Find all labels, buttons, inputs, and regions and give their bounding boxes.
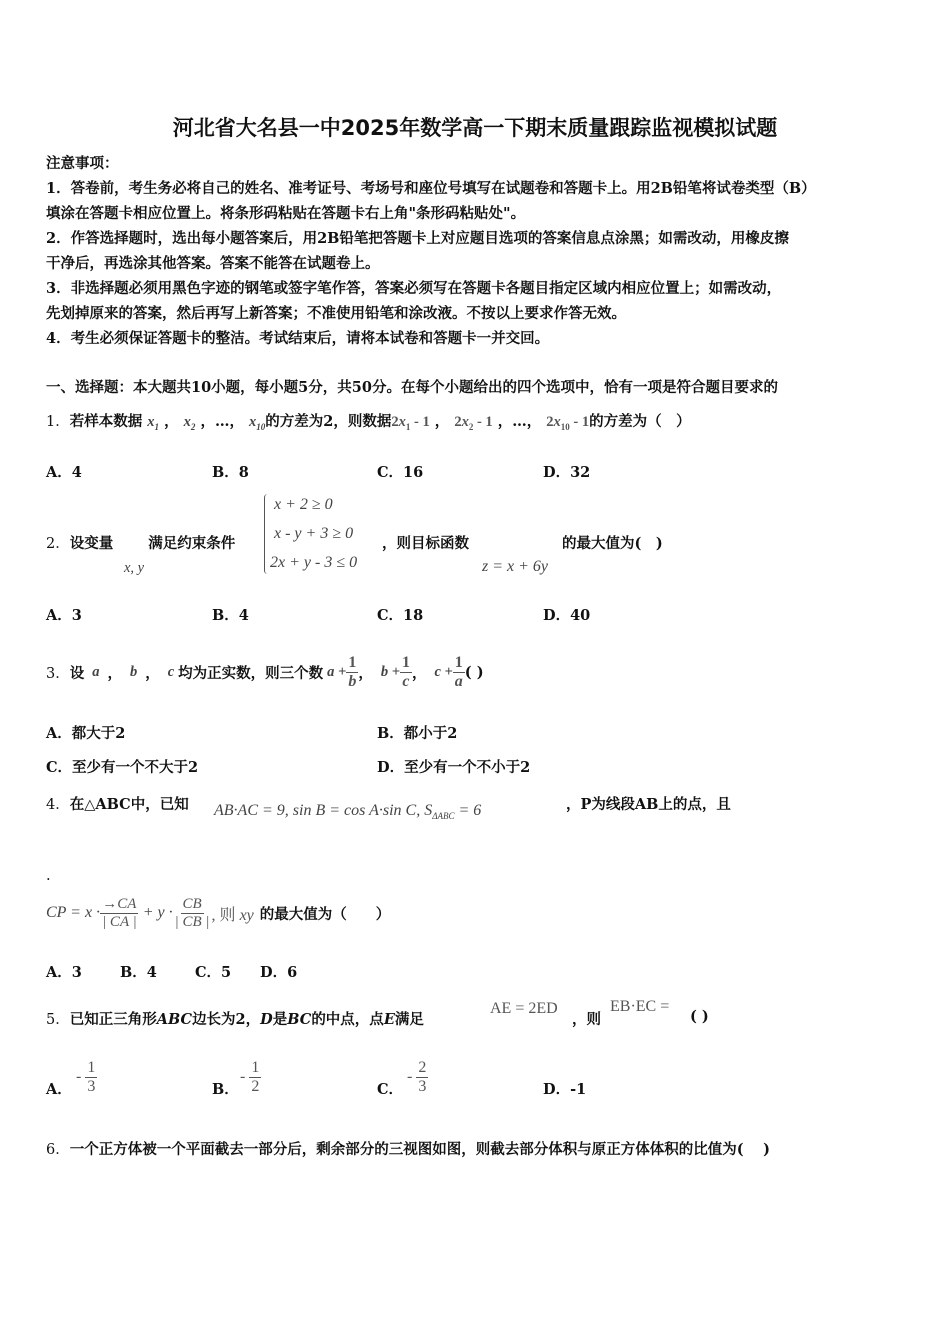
formula-objective: z = x + 6y [482, 558, 549, 575]
formula-q4-conditions: AB·AC = 9, sin B = cos A·sin C, $S_{\Delta ABC} = 6$ [214, 802, 482, 822]
question-text: 边长为2， [192, 1011, 261, 1028]
notice-line: 干净后，再选涂其他答案。答案不能答在试题卷上。 [46, 255, 380, 272]
question-text: 的中点，点 [311, 1011, 384, 1028]
constraint-3: 2x + y - 3 ≤ 0 [270, 554, 358, 571]
formula-b-plus-1-over-c: b + [380, 663, 400, 680]
question-text: ，则 [572, 1011, 601, 1028]
question-4 [46, 793, 189, 814]
question-text: 一个正方体被一个平面截去一部分后，剩余部分的三视图如图，则截去部分体积与原正方体体积的比值为( ) [69, 1141, 770, 1158]
option-c[interactable]: C．至少有一个不大于2 [46, 759, 199, 776]
option-d[interactable]: D．至少有一个不小于2 [377, 759, 531, 776]
section-heading: 一、选择题：本大题共10小题，每小题5分，共50分。在每个小题给出的四个选项中，恰有一项是符合题目要求的 [46, 379, 778, 396]
formula-c-plus-1-over-a: c + [434, 663, 453, 680]
question-text: 均为正实数，则三个数 [178, 664, 324, 682]
question-number: 1． [46, 414, 70, 430]
fraction: $\frac{1}{3}$ [87, 1058, 96, 1095]
constraint-2: x - y + 3 ≥ 0 [274, 525, 354, 542]
formula-vars: x, y [124, 560, 145, 576]
fraction: $\frac{\to CA}{| CA |}$ [102, 896, 137, 930]
formula-x10: $x_{10}$ [249, 414, 266, 432]
formula-x2: $x_2$ [183, 414, 196, 432]
option-b[interactable]: B． [212, 1081, 239, 1098]
fraction: $\frac{1}{a}$ [454, 653, 463, 690]
formula-a-plus-1-over-b: a + [327, 663, 347, 680]
fraction: $\frac{CB}{| CB |}$ [174, 896, 210, 930]
label-bc: BC [287, 1011, 312, 1028]
question-text: 的方差为（ ） [589, 413, 691, 430]
option-a[interactable]: A．4 [46, 464, 82, 481]
notice-heading: 注意事项： [46, 155, 119, 172]
label-abc: ABC [156, 1011, 193, 1028]
question-text: ( ) [464, 663, 484, 681]
option-c[interactable]: C．16 [377, 464, 424, 481]
notice-line: 4．考生必须保证答题卡的整洁。考试结束后，请将本试卷和答题卡一并交回。 [46, 330, 550, 347]
option-b[interactable]: B．都小于2 [377, 725, 458, 742]
option-b[interactable]: B．4 [120, 964, 157, 981]
option-b[interactable]: B．4 [212, 607, 249, 624]
question-text: 设 [69, 664, 85, 682]
notice-line: 先划掉原来的答案，然后再写上新答案；不准使用铅笔和涂改液。不按以上要求作答无效。 [46, 305, 626, 322]
option-d[interactable]: D．32 [543, 464, 591, 481]
question-text: 满足 [394, 1011, 424, 1028]
question-text: 的方差为2，则数据 [265, 413, 392, 430]
question-6 [46, 1138, 770, 1159]
notice-line: 1．答卷前，考生务必将自己的姓名、准考证号、考场号和座位号填写在试题卷和答题卡上。用2B铅笔将试卷类型（B） [46, 180, 816, 197]
option-c[interactable]: C．18 [377, 607, 424, 624]
notice-line: 填涂在答题卡相应位置上。将条形码粘贴在答题卡右上角"条形码粘贴处"。 [46, 205, 526, 222]
question-text: 的最大值为（ ） [259, 905, 391, 923]
notice-line: 2．作答选择题时，选出每小题答案后，用2B铅笔把答题卡上对应题目选项的答案信息点涂黑；如需改动，用橡皮擦 [46, 230, 789, 247]
option-a[interactable]: A．3 [46, 607, 82, 624]
option-b[interactable]: B．8 [212, 464, 249, 481]
formula-b: b [129, 663, 138, 680]
question-5 [46, 1008, 424, 1029]
question-number: 5． [46, 1012, 70, 1028]
dot: . [46, 868, 51, 884]
fraction: $\frac{1}{c}$ [401, 653, 410, 690]
formula-ae-2ed: AE = 2ED [490, 1000, 558, 1017]
question-text: ( ) [690, 1008, 709, 1025]
formula-2x1: $2x_1 - 1$ [391, 414, 430, 432]
formula-q4-cp: CP = x · $\frac{\to CA}{| CA |}$ + y · $\frac{CB}{| CB |}$ , 则 xy 的最大值为（ ） [46, 896, 391, 930]
label-d: D [260, 1011, 273, 1028]
notice-line: 3．非选择题必须用黑色字迹的钢笔或签字笔作答，答案必须写在答题卡各题目指定区域内相应位置上；如需改动， [46, 280, 782, 297]
question-text: 设变量 [69, 535, 114, 552]
option-b-value: - $\frac{1}{2}$ [240, 1058, 260, 1095]
question-number: 6． [46, 1142, 70, 1158]
fraction: $\frac{2}{3}$ [418, 1058, 427, 1095]
option-c[interactable]: C． [377, 1081, 404, 1098]
question-number: 4． [46, 797, 70, 813]
question-text: 的最大值为( ) [562, 535, 663, 552]
question-text: ，则目标函数 [382, 535, 469, 552]
option-a-value: - $\frac{1}{3}$ [76, 1058, 96, 1095]
formula-x1: $x_1$ [147, 414, 160, 432]
option-a[interactable]: A．3 [46, 964, 82, 981]
page-title: 河北省大名县一中2025年数学高一下期末质量跟踪监视模拟试题 [172, 116, 778, 140]
question-text: 在△ABC中，已知 [69, 796, 189, 813]
formula-eb-ec: EB·EC = [610, 998, 670, 1015]
constraint-1: x + 2 ≥ 0 [274, 496, 333, 513]
question-text: 已知正三角形 [69, 1011, 157, 1028]
question-number: 2． [46, 536, 70, 552]
question-text: 满足约束条件 [148, 535, 236, 552]
option-d[interactable]: D．40 [543, 607, 591, 624]
fraction: $\frac{1}{2}$ [251, 1058, 260, 1095]
question-number: 3． [46, 665, 70, 682]
option-a[interactable]: A． [46, 1081, 72, 1098]
option-c-value: - $\frac{2}{3}$ [407, 1058, 427, 1095]
formula-2x10: $2x_{10} - 1$ [546, 414, 590, 432]
fraction: $\frac{1}{b}$ [348, 653, 357, 690]
question-text: ，P为线段AB上的点，且 [566, 796, 731, 813]
question-1: 1．若样本数据 $x_1$ ， $x_2$ ，…， $x_{10}$的方差为2，则数据$2x_1 - 1$ ， $2x_2 - 1$ ，…， $2x_{10} - 1$的方差为（ ） [46, 413, 691, 432]
option-d[interactable]: D．6 [260, 964, 298, 981]
option-a[interactable]: A．都大于2 [46, 725, 126, 742]
question-text: 是 [272, 1011, 288, 1028]
formula-a: a [92, 663, 100, 680]
label-e: E [383, 1011, 395, 1028]
question-2 [46, 532, 235, 553]
question-text: 若样本数据 [69, 413, 143, 430]
option-c[interactable]: C．5 [195, 964, 232, 981]
formula-c: c [167, 663, 175, 680]
option-d[interactable]: D．-1 [543, 1081, 587, 1098]
formula-2x2: $2x_2 - 1$ [454, 414, 493, 432]
question-3: 3． 设 a ， b ， c 均为正实数，则三个数 a + $\frac{1}{b}$ ， b + $\frac{1}{c}$ ， c + $\frac{1}{a}$ ( ) [46, 653, 484, 690]
